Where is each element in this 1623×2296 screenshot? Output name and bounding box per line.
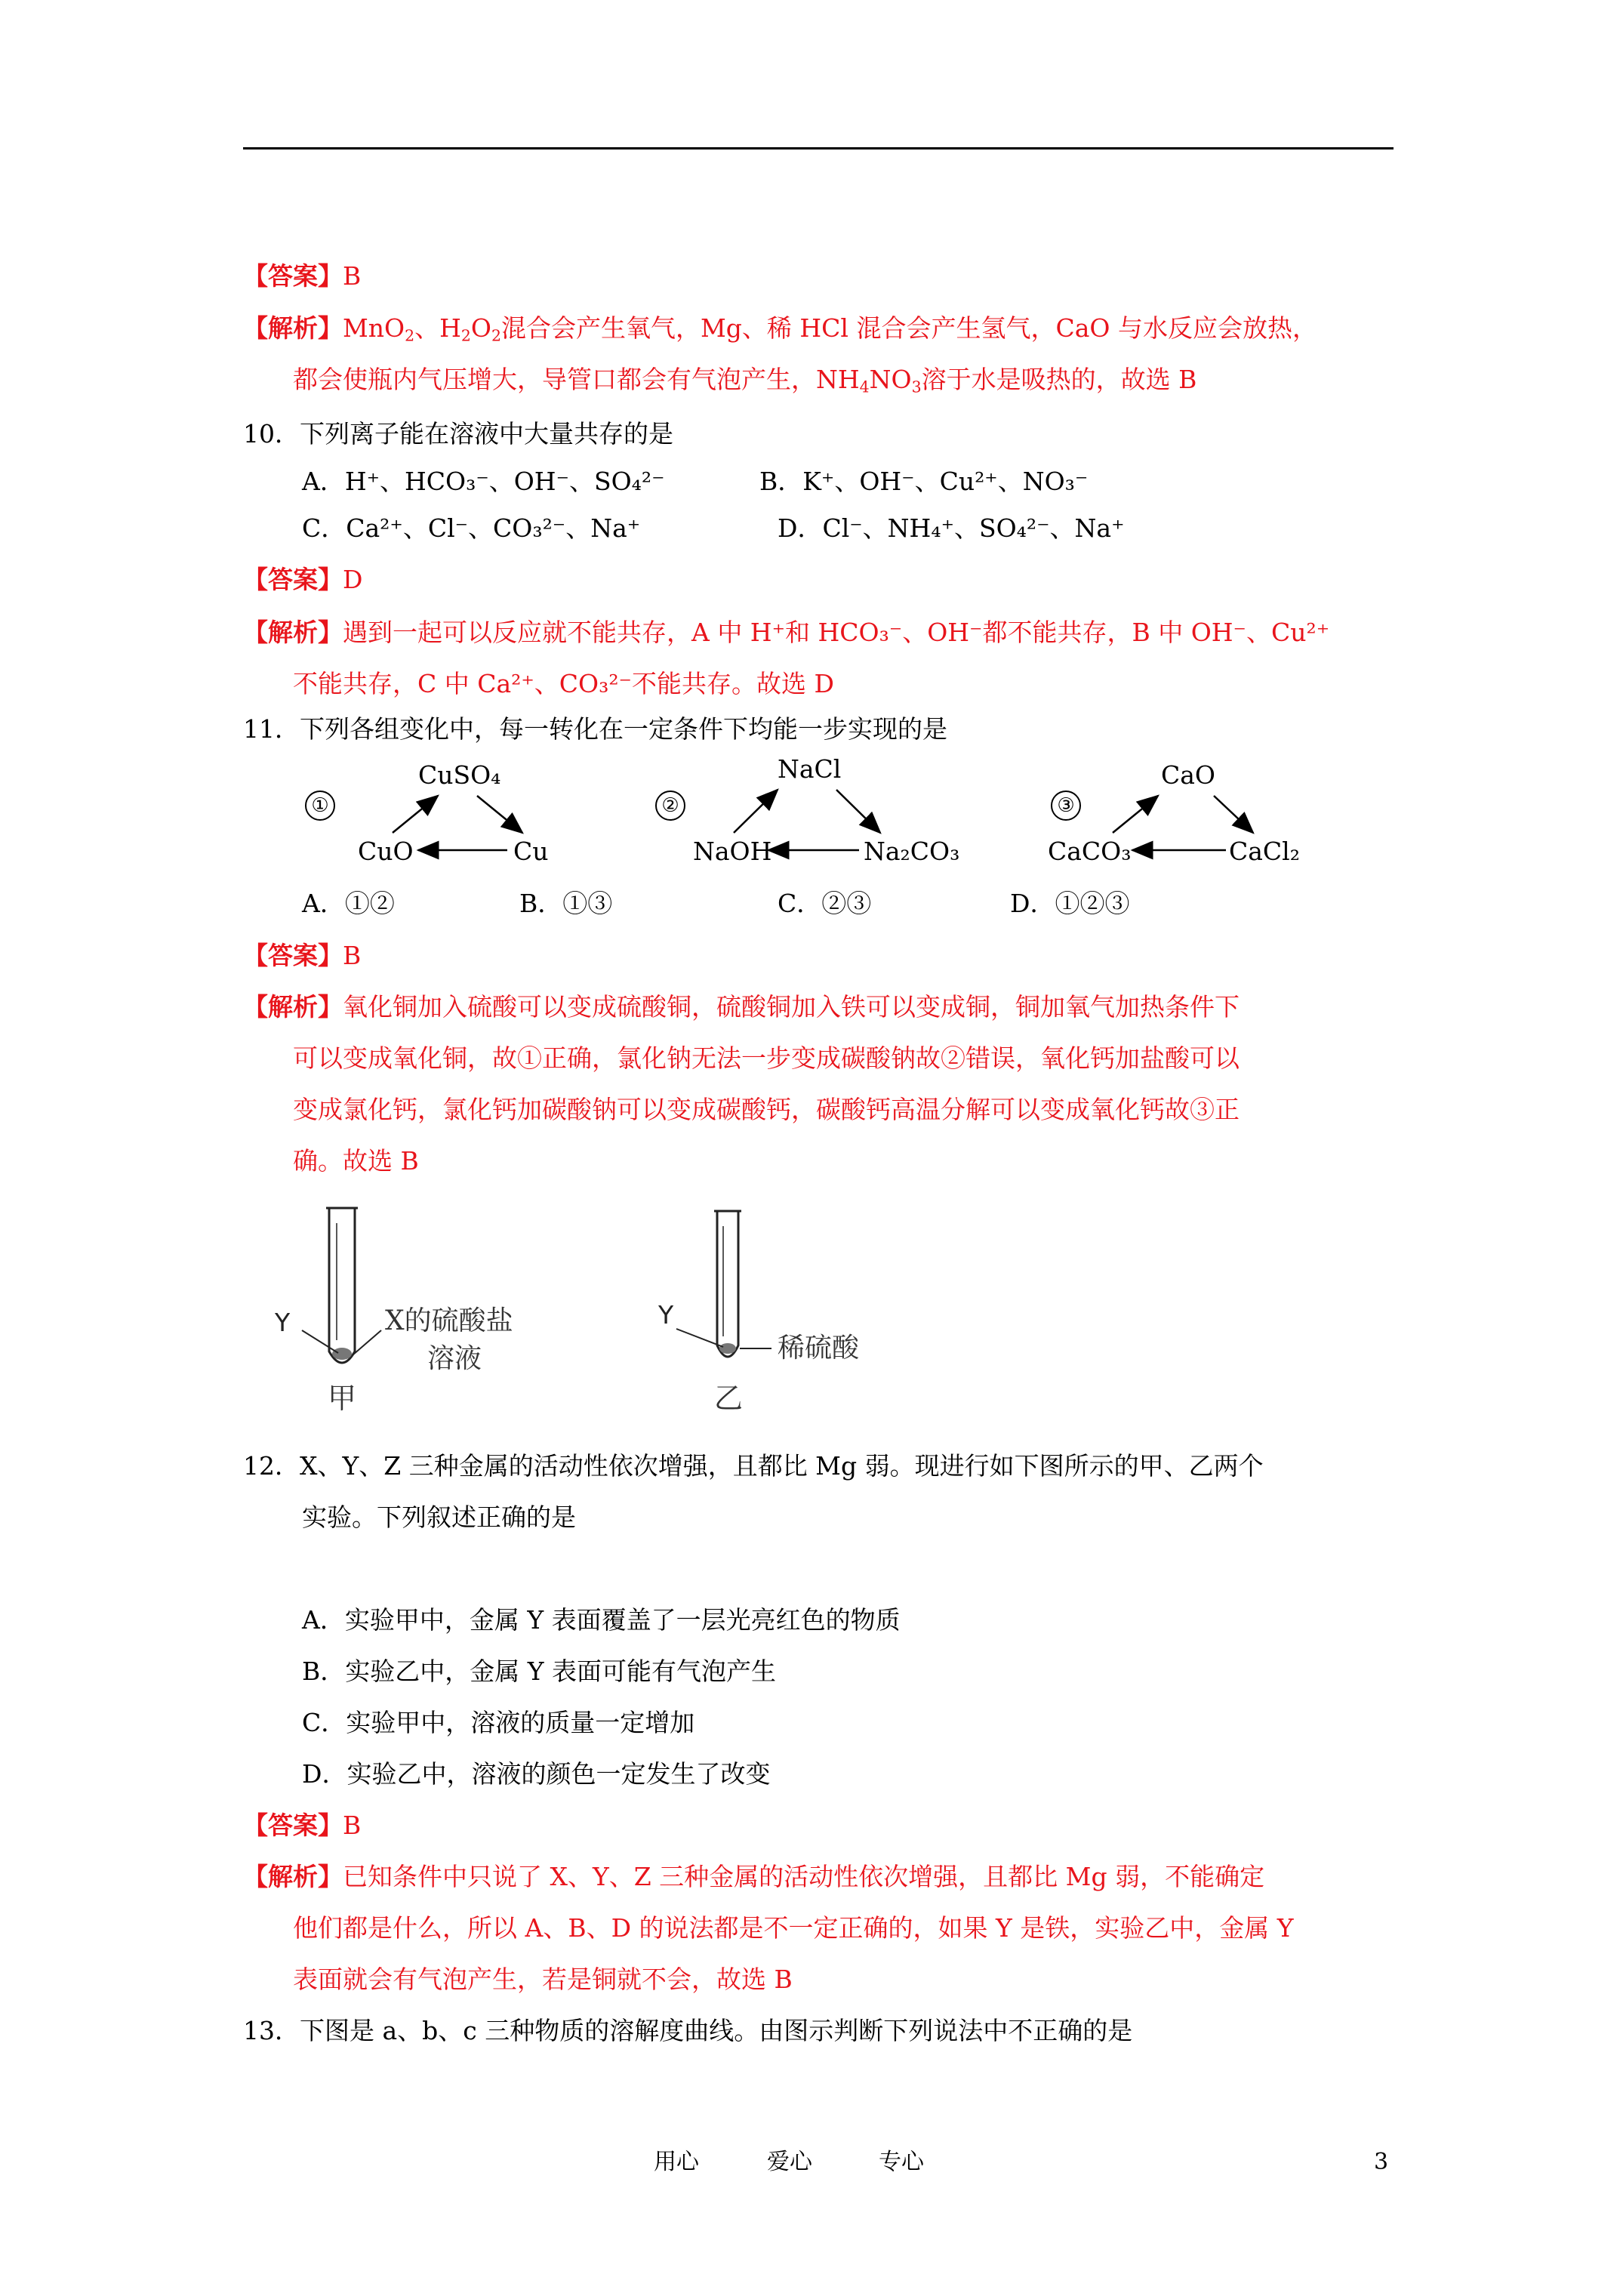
- q10-stem: 10．下列离子能在溶液中大量共存的是: [243, 419, 673, 448]
- diagram2-top: NaCl: [778, 754, 842, 784]
- q12-option-b: B．实验乙中，金属 Y 表面可能有气泡产生: [302, 1657, 777, 1686]
- q11-option-b: B．①③: [519, 889, 613, 918]
- q10-answer: 【答案】D: [243, 565, 363, 594]
- test-tube-jia: [302, 1208, 381, 1363]
- circled-number-1: ①: [305, 791, 335, 821]
- q11-option-c: C．②③: [778, 889, 872, 918]
- q12-option-c: C．实验甲中，溶液的质量一定增加: [302, 1708, 695, 1737]
- q9-analysis-line2: 都会使瓶内气压增大，导管口都会有气泡产生，$NH_4NO_3$溶于水是吸热的，故选 B: [293, 365, 1197, 396]
- footer-text-1: 用心: [654, 2149, 699, 2175]
- q11-stem: 11．下列各组变化中，每一转化在一定条件下均能一步实现的是: [243, 714, 947, 744]
- q9-analysis-line1: 【解析】MnO$_2$、$H_2O_2$混合会产生氧气，Mg、稀 HCl 混合会产生氢气，CaO 与水反应会放热，: [243, 313, 1317, 345]
- diagram3-right: CaCl₂: [1229, 837, 1300, 866]
- circled-number-3: ③: [1051, 791, 1081, 821]
- q11-option-a: A．①②: [302, 889, 395, 918]
- yi-caption: 乙: [714, 1382, 744, 1415]
- footer-text-3: 专心: [879, 2149, 924, 2175]
- q12-analysis-line2: 他们都是什么，所以 A、B、D 的说法都是不一定正确的，如果 Y 是铁，实验乙中，金属 Y: [293, 1913, 1294, 1943]
- q10-option-a: A．H⁺、HCO₃⁻、OH⁻、SO₄²⁻: [302, 467, 665, 496]
- q10-option-b: B．K⁺、OH⁻、Cu²⁺、NO₃⁻: [759, 467, 1089, 496]
- q12-stem-line2: 实验。下列叙述正确的是: [302, 1502, 576, 1532]
- analysis-tag: 【解析】: [243, 313, 343, 343]
- q10-option-d: D．Cl⁻、NH₄⁺、SO₄²⁻、Na⁺: [778, 513, 1125, 543]
- jia-solution-label-1: X的硫酸盐: [385, 1305, 513, 1336]
- circled-number-2: ②: [655, 791, 685, 821]
- q11-analysis-line1: 【解析】氧化铜加入硫酸可以变成硫酸铜，硫酸铜加入铁可以变成铜，铜加氧气加热条件下: [243, 992, 1240, 1022]
- footer-text-2: 爱心: [767, 2149, 812, 2175]
- q10-analysis-line1: 【解析】遇到一起可以反应就不能共存，A 中 H⁺和 HCO₃⁻、OH⁻都不能共存，B 中 OH⁻、Cu²⁺: [243, 618, 1330, 647]
- answer-tag: 【答案】: [243, 261, 343, 291]
- diagram3-left: CaCO₃: [1048, 837, 1132, 866]
- diagram1-top: CuSO₄: [418, 760, 501, 790]
- q12-analysis-line1: 【解析】已知条件中只说了 X、Y、Z 三种金属的活动性依次增强，且都比 Mg 弱，不能确定: [243, 1862, 1265, 1891]
- diagram3-top: CaO: [1161, 760, 1215, 790]
- page-number: 3: [1374, 2149, 1389, 2175]
- yi-solution-label: 稀硫酸: [778, 1333, 860, 1364]
- q9-answer-value: B: [343, 261, 362, 291]
- q11-analysis-line2: 可以变成氧化铜，故①正确，氯化钠无法一步变成碳酸钠故②错误，氧化钙加盐酸可以: [293, 1043, 1240, 1073]
- diagram1-right: Cu: [513, 837, 549, 866]
- test-tube-yi: [676, 1211, 771, 1357]
- q11-analysis-line4: 确。故选 B: [293, 1146, 419, 1176]
- yi-y-label: Y: [658, 1300, 674, 1330]
- diagram1-left: CuO: [358, 837, 414, 866]
- q12-option-d: D．实验乙中，溶液的颜色一定发生了改变: [302, 1759, 771, 1789]
- q10-analysis-line2: 不能共存，C 中 Ca²⁺、CO₃²⁻不能共存。故选 D: [293, 669, 834, 698]
- jia-caption: 甲: [328, 1382, 357, 1415]
- q13-stem: 13．下图是 a、b、c 三种物质的溶解度曲线。由图示判断下列说法中不正确的是: [243, 2016, 1133, 2045]
- q12-stem-line1: 12．X、Y、Z 三种金属的活动性依次增强，且都比 Mg 弱。现进行如下图所示的甲、乙两个: [243, 1451, 1264, 1481]
- jia-solution-label-2: 溶液: [427, 1343, 482, 1374]
- q10-option-c: C．Ca²⁺、Cl⁻、CO₃²⁻、Na⁺: [302, 513, 641, 543]
- q11-analysis-line3: 变成氯化钙，氯化钙加碳酸钠可以变成碳酸钙，碳酸钙高温分解可以变成氧化钙故③正: [293, 1095, 1240, 1124]
- q12-answer: 【答案】B: [243, 1811, 362, 1840]
- q11-answer: 【答案】B: [243, 941, 362, 970]
- diagram2-right: Na₂CO₃: [864, 837, 960, 866]
- q11-option-d: D．①②③: [1010, 889, 1130, 918]
- q12-analysis-line3: 表面就会有气泡产生，若是铜就不会，故选 B: [293, 1965, 793, 1994]
- diagram2-left: NaOH: [693, 837, 772, 866]
- q12-option-a: A．实验甲中，金属 Y 表面覆盖了一层光亮红色的物质: [302, 1605, 901, 1635]
- jia-y-label: Y: [275, 1308, 291, 1337]
